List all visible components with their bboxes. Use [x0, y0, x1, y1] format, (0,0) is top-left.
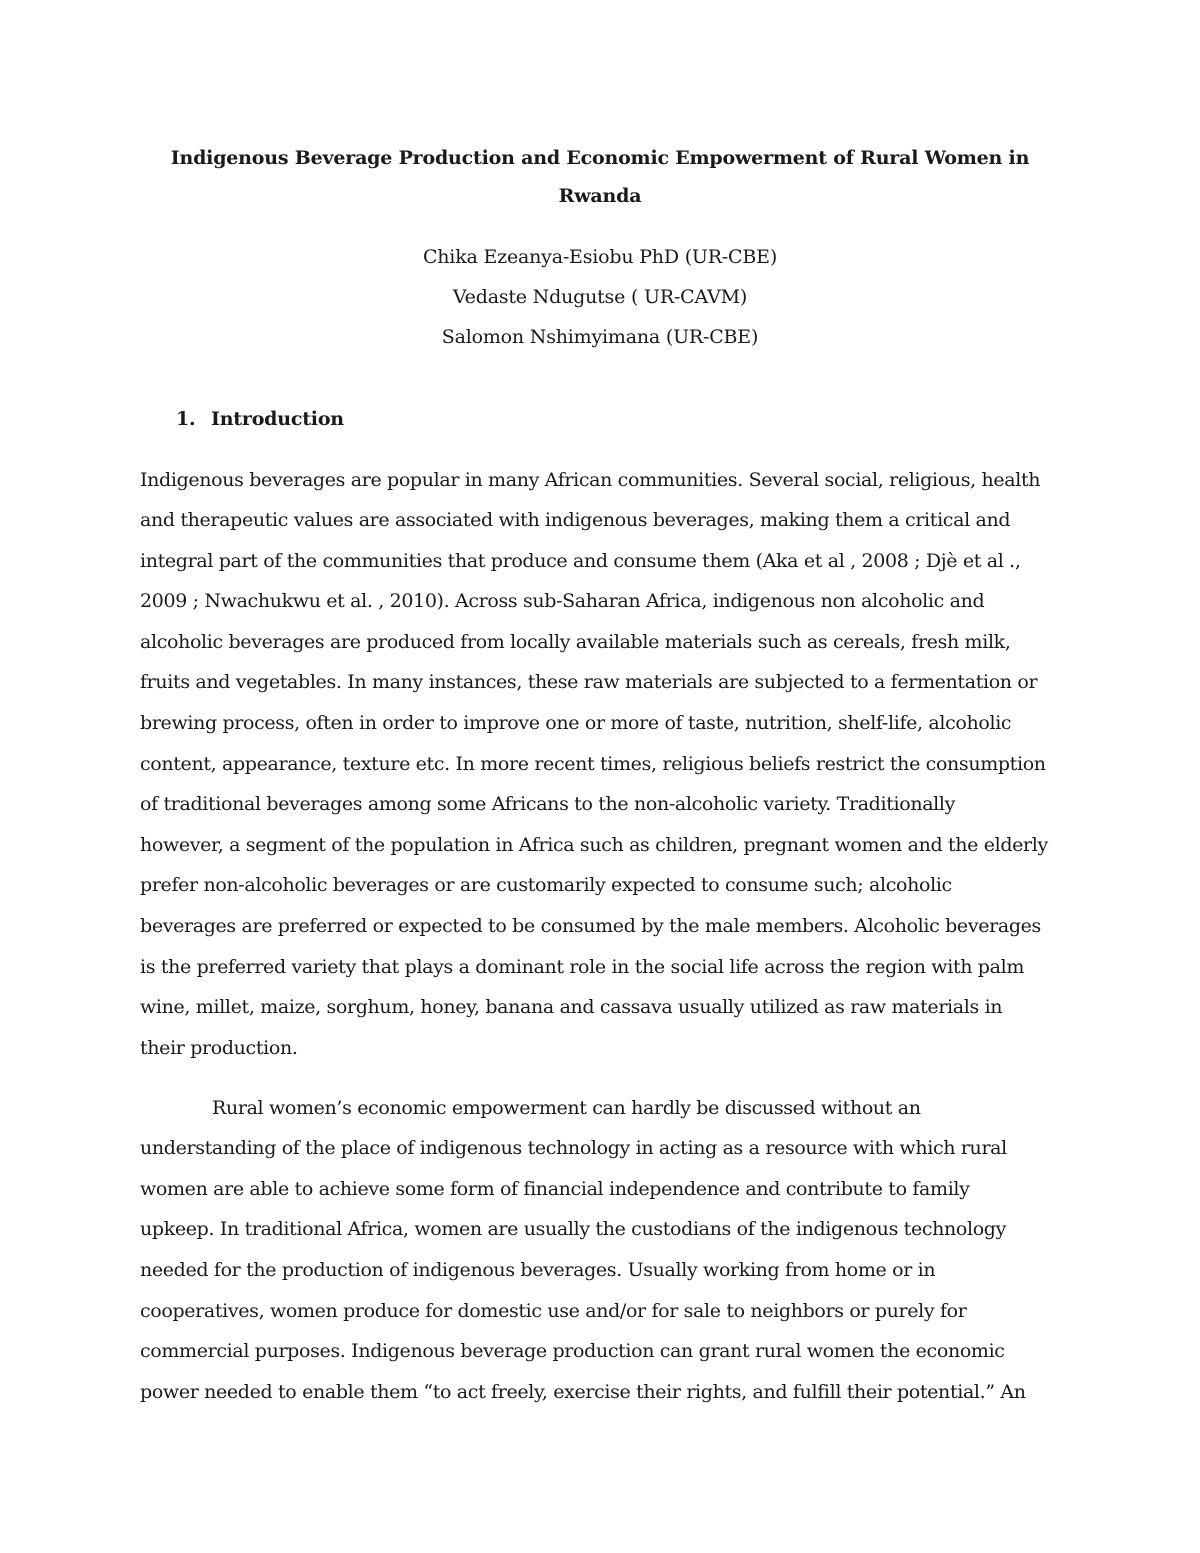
section-title: Introduction	[211, 408, 344, 430]
paragraph-1-line: brewing process, often in order to improve one or more of taste, nutrition, shelf-life, alcoholic	[140, 712, 1012, 734]
paragraph-1-line: their production.	[140, 1037, 298, 1059]
section-number: 1.	[176, 408, 196, 430]
paragraph-1-line: alcoholic beverages are produced from locally available materials such as cereals, fresh milk,	[140, 631, 1011, 653]
paragraph-1-line: integral part of the communities that produce and consume them (Aka et al , 2008 ; Djè et al .,	[140, 550, 1021, 572]
paragraph-2-line: understanding of the place of indigenous technology in acting as a resource with which rural	[140, 1137, 1007, 1159]
paragraph-1-line: wine, millet, maize, sorghum, honey, banana and cassava usually utilized as raw materials in	[140, 996, 1003, 1018]
paragraph-2-line: women are able to achieve some form of financial independence and contribute to family	[140, 1178, 970, 1200]
author-3: Salomon Nshimyimana (UR-CBE)	[441, 326, 759, 348]
paragraph-1-line: and therapeutic values are associated with indigenous beverages, making them a critical and	[140, 509, 1011, 531]
paragraph-1-line: however, a segment of the population in Africa such as children, pregnant women and the elderly	[140, 834, 1048, 856]
paper-title-line-1: Indigenous Beverage Production and Economic Empowerment of Rural Women in	[170, 147, 1030, 169]
paragraph-2-line: power needed to enable them “to act freely, exercise their rights, and fulfill their potential.” An	[140, 1381, 1026, 1403]
paragraph-1-line: of traditional beverages among some Africans to the non-alcoholic variety. Traditionally	[140, 793, 956, 815]
section-heading	[176, 404, 344, 434]
paragraph-1-line: fruits and vegetables. In many instances, these raw materials are subjected to a fermentation or	[140, 671, 1038, 693]
author-1: Chika Ezeanya-Esiobu PhD (UR-CBE)	[422, 246, 778, 268]
paragraph-2-line: cooperatives, women produce for domestic use and/or for sale to neighbors or purely for	[140, 1300, 967, 1322]
paragraph-1-line: beverages are preferred or expected to be consumed by the male members. Alcoholic beverages	[140, 915, 1041, 937]
paper-title-line-2: Rwanda	[558, 185, 642, 207]
paragraph-1-line: is the preferred variety that plays a dominant role in the social life across the region with palm	[140, 956, 1024, 978]
paragraph-1-line: prefer non-alcoholic beverages or are customarily expected to consume such; alcoholic	[140, 874, 952, 896]
author-2: Vedaste Ndugutse ( UR-CAVM)	[452, 286, 748, 308]
paragraph-1-line: Indigenous beverages are popular in many African communities. Several social, religious, health	[140, 469, 1041, 491]
paragraph-2-line: upkeep. In traditional Africa, women are usually the custodians of the indigenous technology	[140, 1218, 1007, 1240]
paragraph-1-line: content, appearance, texture etc. In more recent times, religious beliefs restrict the consumption	[140, 753, 1046, 775]
paragraph-1-line: 2009 ; Nwachukwu et al. , 2010). Across sub-Saharan Africa, indigenous non alcoholic and	[140, 590, 985, 612]
paragraph-2-line: Rural women’s economic empowerment can hardly be discussed without an	[212, 1097, 921, 1119]
paragraph-2-line: commercial purposes. Indigenous beverage production can grant rural women the economic	[140, 1340, 1005, 1362]
paragraph-2-line: needed for the production of indigenous beverages. Usually working from home or in	[140, 1259, 936, 1281]
